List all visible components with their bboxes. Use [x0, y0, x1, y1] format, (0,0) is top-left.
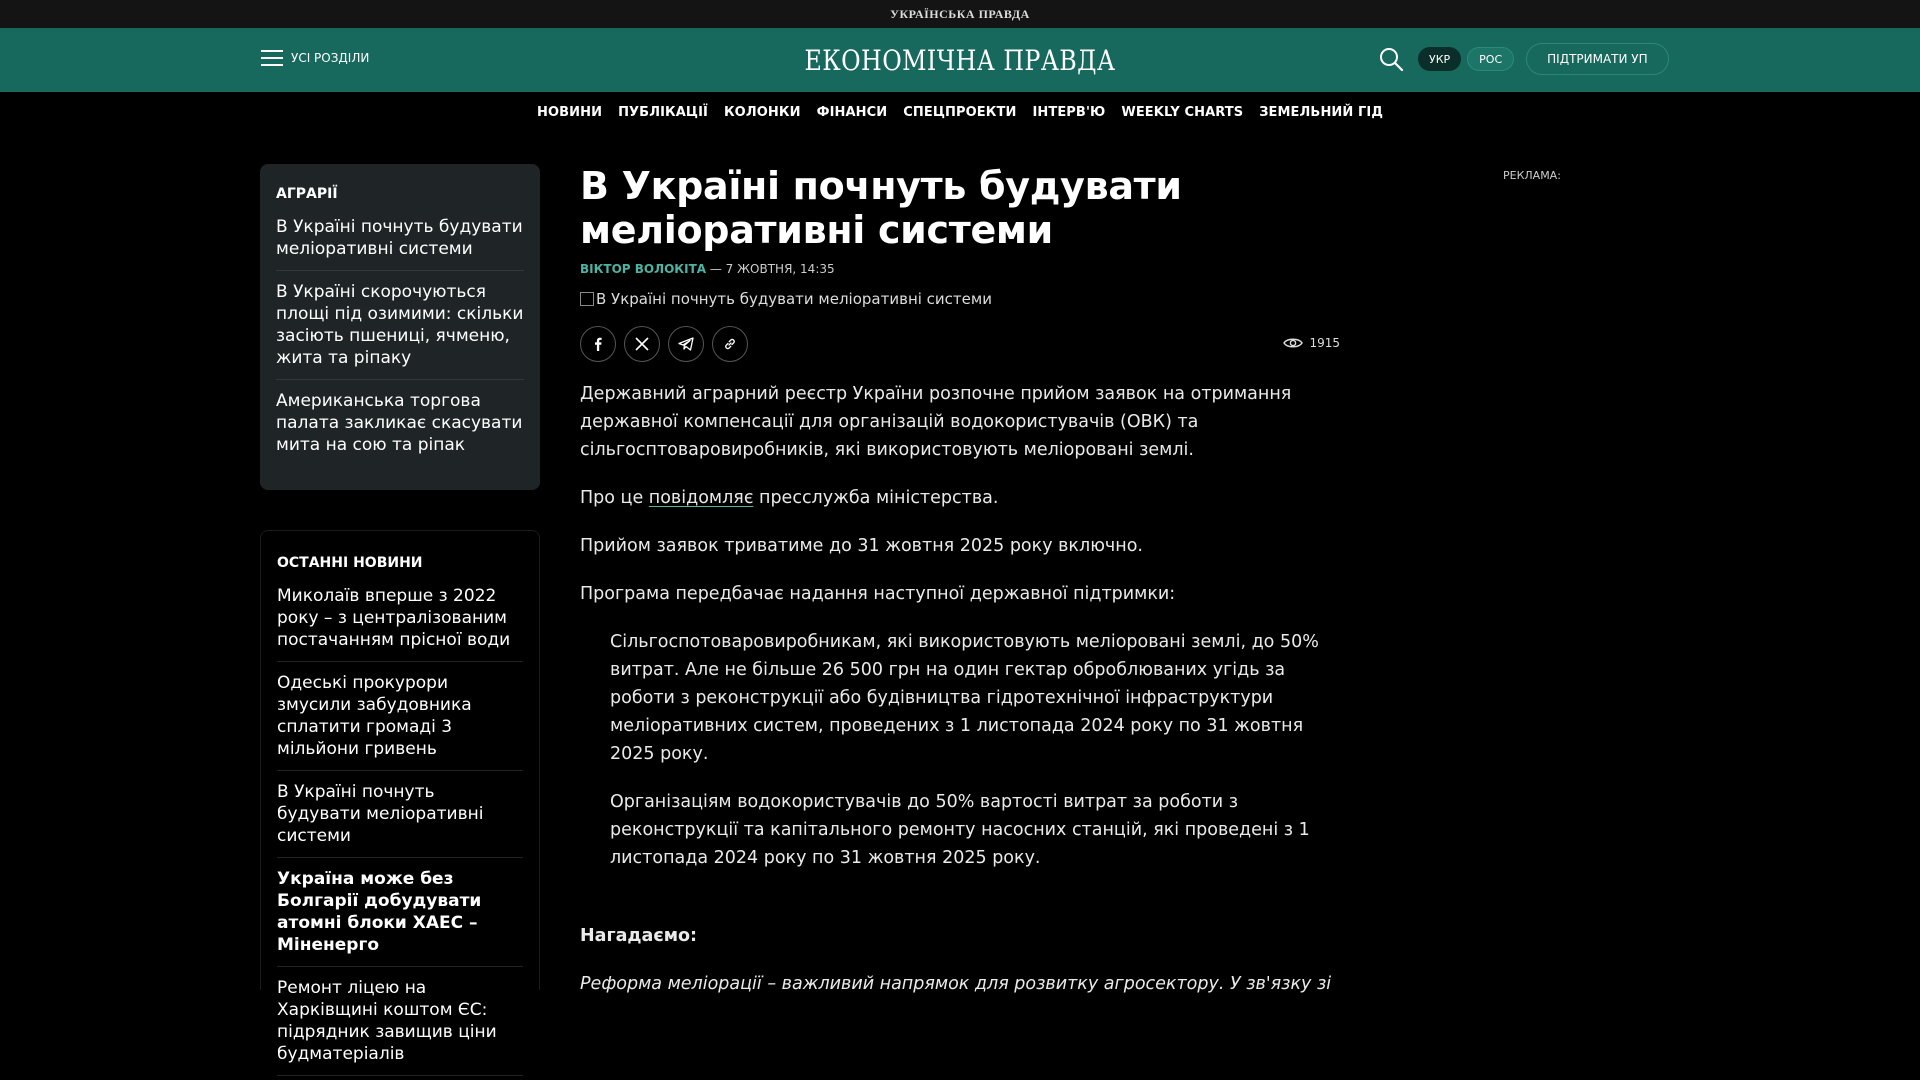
- quoted-paragraph: Сільгоспотоваровиробникам, які використовують меліоровані землі, до 50% витрат. Але не більше 26 500 грн на один гектар оброблюваних угідь за роботи з реконструкції або будівництва гідротехнічної інфраструктури меліоративних систем, проведених з 1 листопада 2024 року по 31 жовтня 2025 року.: [610, 632, 1319, 764]
- author-link[interactable]: ВІКТОР ВОЛОКІТА: [580, 262, 707, 276]
- left-sidebar: [260, 164, 540, 1064]
- section-nav: [0, 92, 1920, 132]
- top-brand-strip: [0, 0, 1920, 28]
- latest-news-title[interactable]: ОСТАННІ НОВИНИ: [277, 555, 423, 571]
- latest-news-item[interactable]: Ремонт ліцею на Харківщині коштом ЄС: підрядник завищив ціни будматеріалів: [277, 977, 523, 1076]
- lang-ukr-button[interactable]: УКР: [1418, 47, 1461, 71]
- quoted-paragraph: Організаціям водокористувачів до 50% вартості витрат за роботи з реконструкції та капітального ремонту насосних станцій, які проведені з 1 листопада 2024 року по 31 жовтня 2025 року.: [610, 792, 1310, 868]
- nav-item-columns[interactable]: КОЛОНКИ: [723, 104, 801, 120]
- paragraph: Про це повідомляє пресслужба міністерства.: [580, 488, 999, 508]
- latest-news-item[interactable]: Одеські прокурори змусили забудовника сплатити громаді 3 мільйони гривень: [277, 672, 523, 771]
- telegram-share-button[interactable]: [668, 326, 704, 362]
- views-count: 1915: [1309, 336, 1340, 350]
- article-body: [580, 380, 1340, 998]
- source-link[interactable]: повідомляє: [648, 488, 754, 508]
- eye-icon: [1283, 336, 1303, 350]
- latest-news-item[interactable]: Миколаїв вперше з 2022 року – з централізованим постачанням прісної води: [277, 585, 523, 662]
- ukrpravda-brand[interactable]: УКРАЇНСЬКА ПРАВДА: [890, 6, 1030, 21]
- nav-item-interview[interactable]: ІНТЕРВ'Ю: [1032, 104, 1106, 120]
- latest-news-block: [260, 530, 540, 1064]
- article-title: В Україні почнуть будувати меліоративні системи: [580, 164, 1182, 252]
- recall-paragraph: Реформа меліорації – важливий напрямок для розвитку агросектору. У зв'язку зі: [580, 974, 1332, 994]
- telegram-icon: [678, 337, 694, 351]
- agro-block: [260, 164, 540, 490]
- agro-item[interactable]: В Україні почнуть будувати меліоративні системи: [276, 216, 524, 271]
- header-actions: [1378, 43, 1669, 75]
- facebook-icon: [591, 337, 605, 351]
- nav-item-publications[interactable]: ПУБЛІКАЦІЇ: [618, 104, 708, 120]
- byline: [580, 262, 1340, 276]
- broken-image-icon: [580, 292, 594, 306]
- publish-date: — 7 ЖОВТНЯ, 14:35: [706, 262, 835, 276]
- agro-item[interactable]: В Україні скорочуються площі під озимими: скільки засіють пшениці, ячменю, жита та ріпаку: [276, 281, 524, 380]
- support-button[interactable]: ПІДТРИМАТИ УП: [1526, 43, 1669, 75]
- nav-item-weekly-charts[interactable]: WEEKLY CHARTS: [1121, 104, 1244, 120]
- ad-label: РЕКЛАМА:: [1503, 169, 1561, 182]
- link-icon: [723, 337, 737, 351]
- nav-item-finance[interactable]: ФІНАНСИ: [816, 104, 888, 120]
- agro-item[interactable]: Американська торгова палата закликає скасувати мита на сою та ріпак: [276, 391, 523, 455]
- paragraph: Програма передбачає надання наступної державної підтримки:: [580, 584, 1176, 604]
- article: [580, 164, 1340, 1018]
- x-share-button[interactable]: [624, 326, 660, 362]
- copy-link-button[interactable]: [712, 326, 748, 362]
- search-icon[interactable]: [1378, 46, 1404, 72]
- site-header: [0, 28, 1920, 92]
- nav-item-land-guide[interactable]: ЗЕМЕЛЬНИЙ ГІД: [1259, 104, 1384, 120]
- facebook-share-button[interactable]: [580, 326, 616, 362]
- nav-item-news[interactable]: НОВИНИ: [536, 104, 603, 120]
- agro-title[interactable]: АГРАРІЇ: [276, 186, 338, 202]
- menu-label: УСІ РОЗДІЛИ: [291, 51, 370, 65]
- views-counter: [1283, 336, 1340, 350]
- nav-item-specprojects[interactable]: СПЕЦПРОЕКТИ: [903, 104, 1017, 120]
- share-row: [580, 326, 1340, 362]
- lang-ros-button[interactable]: РОС: [1467, 47, 1514, 71]
- paragraph: Прийом заявок триватиме до 31 жовтня 2025 року включно.: [580, 536, 1143, 556]
- latest-news-item[interactable]: В Україні почнуть будувати меліоративні системи: [277, 781, 523, 858]
- recall-heading: Нагадаємо:: [580, 926, 698, 946]
- latest-news-item[interactable]: Україна може без Болгарії добудувати атомні блоки ХАЕС – Міненерго: [277, 868, 523, 967]
- site-logo[interactable]: ЕКОНОМІЧНА ПРАВДА: [804, 44, 1116, 77]
- x-icon: [635, 337, 649, 351]
- article-image: [580, 290, 1340, 308]
- paragraph: Державний аграрний реєстр України розпочне прийом заявок на отримання державної компенсації для організацій водокористувачів (ОВК) та сільгосптоваровиробників, які використовують меліоровані землі.: [580, 384, 1292, 460]
- image-alt-text: В Україні почнуть будувати меліоративні системи: [596, 290, 992, 308]
